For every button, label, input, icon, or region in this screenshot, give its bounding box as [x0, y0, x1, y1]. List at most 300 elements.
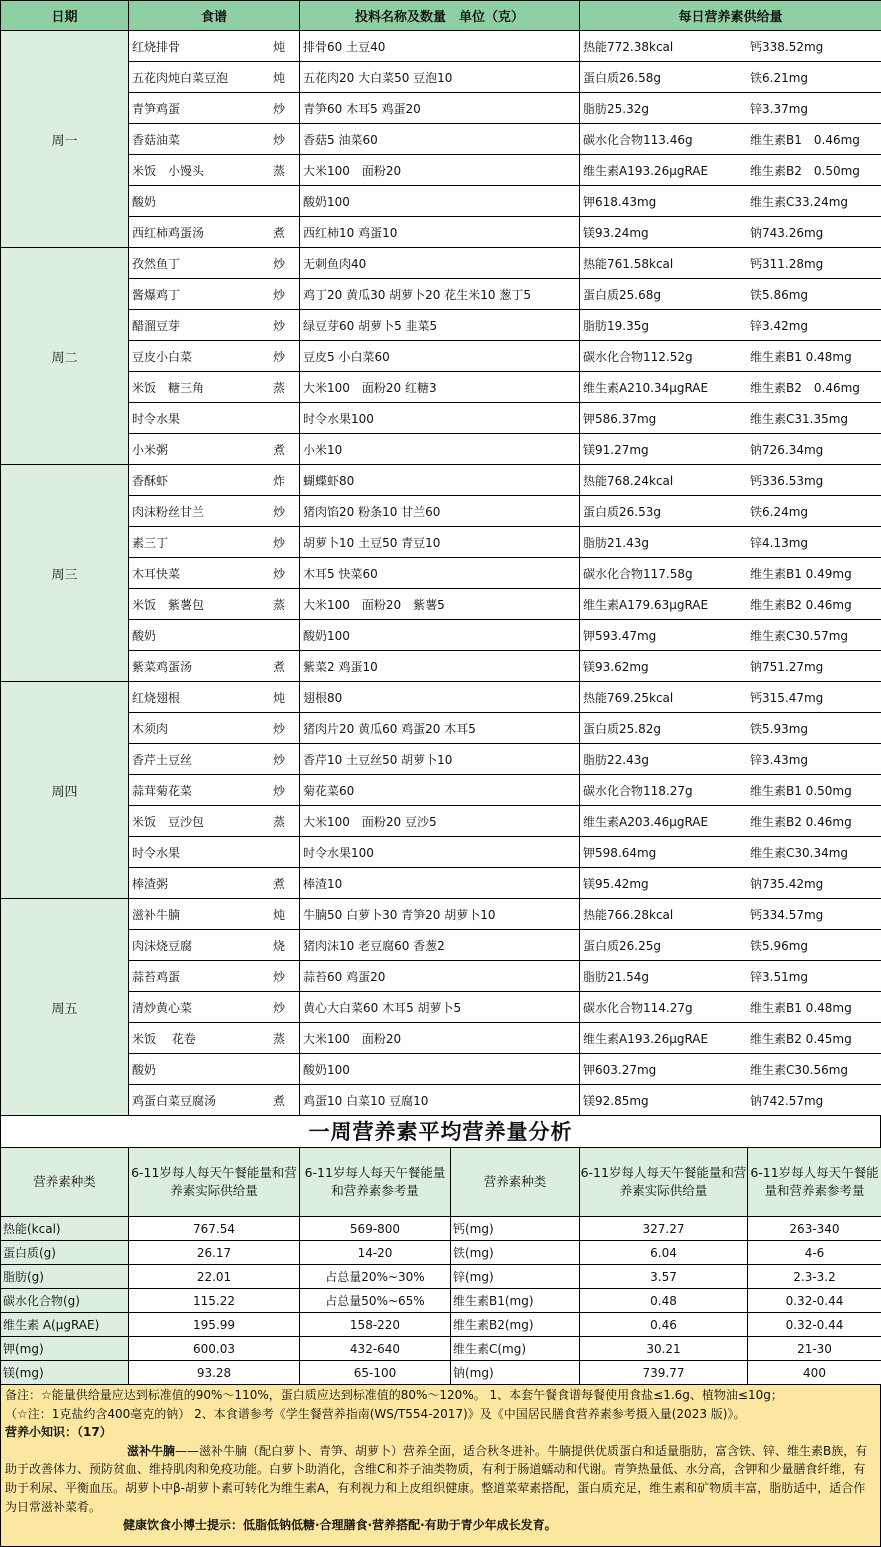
nutrition-cell	[580, 155, 881, 186]
menu-row	[1, 496, 881, 527]
analysis-header-type: 营养素种类	[1, 1148, 129, 1217]
dish-name: 木耳快菜	[132, 566, 181, 581]
cook-method: 蒸	[272, 163, 285, 178]
nutrient-right: 铁5.93mg	[750, 721, 809, 736]
nutrient-right: 维生素C30.57mg	[750, 628, 849, 643]
nutrient-right: 锌3.37mg	[750, 101, 809, 116]
cook-method: 煮	[272, 225, 285, 240]
nutrition-cell	[580, 527, 881, 558]
ingredients-cell: 猪肉沫10 老豆腐60 香葱2	[300, 930, 580, 961]
nutrition-cell	[580, 341, 881, 372]
dish-name: 五花肉炖白菜豆泡	[132, 70, 229, 85]
ingredients-cell: 黄心大白菜60 木耳5 胡萝卜5	[300, 992, 580, 1023]
knowledge-dish-name: 滋补牛腩	[127, 1443, 176, 1458]
ingredients-cell: 香芹10 土豆丝50 胡萝卜10	[300, 744, 580, 775]
ingredients-cell: 绿豆芽60 胡萝卜5 韭菜5	[300, 310, 580, 341]
menu-row	[1, 775, 881, 806]
notes-panel	[0, 1385, 881, 1547]
dish-name: 肉沫烧豆腐	[132, 938, 193, 953]
ingredients-cell: 青笋60 木耳5 鸡蛋20	[300, 93, 580, 124]
menu-row	[1, 93, 881, 124]
ingredients-cell: 翅根80	[300, 682, 580, 713]
actual-value: 195.99	[129, 1313, 300, 1337]
nutrient-left: 热能766.28kcal	[583, 907, 674, 922]
nutrition-cell	[580, 124, 881, 155]
dish-name: 米饭 豆沙包	[132, 814, 205, 829]
ingredients-cell: 大米100 面粉20 豆沙5	[300, 806, 580, 837]
nutrient-left: 脂肪22.43g	[583, 752, 649, 767]
nutrient-left: 热能772.38kcal	[583, 39, 674, 54]
dish-cell	[129, 496, 300, 527]
menu-row	[1, 217, 881, 248]
actual-value-2: 3.57	[580, 1265, 748, 1289]
actual-value: 767.54	[129, 1217, 300, 1241]
dish-cell	[129, 682, 300, 713]
menu-header-row	[1, 1, 881, 31]
ingredients-cell: 五花肉20 大白菜50 豆泡10	[300, 62, 580, 93]
header-ingredients: 投料名称及数量 单位（克）	[300, 1, 580, 31]
dish-name: 小米粥	[132, 442, 169, 457]
nutrition-cell	[580, 186, 881, 217]
dish-name: 红烧排骨	[132, 39, 181, 54]
ingredients-cell: 猪肉片20 黄瓜60 鸡蛋20 木耳5	[300, 713, 580, 744]
dish-name: 酸奶	[132, 628, 157, 643]
menu-row	[1, 744, 881, 775]
dish-cell	[129, 155, 300, 186]
menu-row	[1, 155, 881, 186]
actual-value-2: 0.46	[580, 1313, 748, 1337]
dish-name: 鸡蛋白菜豆腐汤	[132, 1093, 217, 1108]
nutrition-cell	[580, 62, 881, 93]
ingredients-cell: 菊花菜60	[300, 775, 580, 806]
reference-value: 65-100	[300, 1361, 451, 1385]
dish-cell	[129, 341, 300, 372]
ingredients-cell: 酸奶100	[300, 620, 580, 651]
nutrient-left: 钾598.64mg	[583, 845, 657, 860]
nutrient-right: 维生素B1 0.48mg	[750, 349, 852, 364]
nutrient-right: 铁5.86mg	[750, 287, 809, 302]
nutrient-name: 脂肪(g)	[1, 1265, 129, 1289]
dish-name: 木须肉	[132, 721, 169, 736]
menu-row	[1, 279, 881, 310]
nutrition-cell	[580, 837, 881, 868]
nutrient-left: 蛋白质25.68g	[583, 287, 661, 302]
dish-cell	[129, 651, 300, 682]
analysis-title: 一周营养素平均营养量分析	[0, 1116, 881, 1147]
ingredients-cell: 排骨60 土豆40	[300, 31, 580, 62]
cook-method: 煮	[272, 442, 285, 457]
nutrient-right: 维生素B1 0.49mg	[750, 566, 852, 581]
nutrient-left: 碳水化合物118.27g	[583, 783, 693, 798]
analysis-header-ref: 6-11岁每人每天午餐能量和营养素参考量	[300, 1148, 451, 1217]
dish-name: 红烧翅根	[132, 690, 181, 705]
nutrition-cell	[580, 248, 881, 279]
menu-row	[1, 31, 881, 62]
dish-cell	[129, 589, 300, 620]
ingredients-cell: 无刺鱼肉40	[300, 248, 580, 279]
dish-name: 蒜茸菊花菜	[132, 783, 193, 798]
menu-row	[1, 403, 881, 434]
nutrient-left: 碳水化合物113.46g	[583, 132, 693, 147]
nutrition-cell	[580, 868, 881, 899]
cook-method: 炖	[272, 690, 285, 705]
dish-cell	[129, 217, 300, 248]
nutrient-left: 钾586.37mg	[583, 411, 657, 426]
nutrient-left: 碳水化合物117.58g	[583, 566, 693, 581]
header-nutrition: 每日营养素供给量	[580, 1, 881, 31]
dish-cell	[129, 992, 300, 1023]
dish-cell	[129, 713, 300, 744]
cook-method: 炒	[272, 101, 285, 116]
dish-cell	[129, 1054, 300, 1085]
dish-name: 米饭 紫薯包	[132, 597, 205, 612]
cook-method: 煮	[272, 1093, 285, 1108]
nutrient-left: 钾603.27mg	[583, 1062, 657, 1077]
dish-name: 酸奶	[132, 194, 157, 209]
nutrient-name: 热能(kcal)	[1, 1217, 129, 1241]
menu-row	[1, 248, 881, 279]
ingredients-cell: 香菇5 油菜60	[300, 124, 580, 155]
nutrient-left: 维生素A193.26μgRAE	[583, 163, 709, 178]
dish-name: 清炒黄心菜	[132, 1000, 193, 1015]
cook-method: 炒	[272, 318, 285, 333]
nutrient-name: 维生素 A(μgRAE)	[1, 1313, 129, 1337]
nutrient-left: 镁93.62mg	[583, 659, 649, 674]
cook-method: 煮	[272, 876, 285, 891]
menu-row	[1, 558, 881, 589]
nutrient-name: 钾(mg)	[1, 1337, 129, 1361]
nutrition-cell	[580, 217, 881, 248]
nutrient-right: 钠726.34mg	[750, 442, 824, 457]
dish-cell	[129, 558, 300, 589]
analysis-row	[1, 1265, 881, 1289]
reference-value: 14-20	[300, 1241, 451, 1265]
nutrient-name: 镁(mg)	[1, 1361, 129, 1385]
cook-method: 蒸	[272, 597, 285, 612]
dish-name: 酸奶	[132, 1062, 157, 1077]
dish-name: 青笋鸡蛋	[132, 101, 181, 116]
cook-method: 炖	[272, 39, 285, 54]
reference-value-2: 21-30	[748, 1337, 881, 1361]
menu-row	[1, 527, 881, 558]
nutrient-left: 蛋白质26.58g	[583, 70, 661, 85]
menu-row	[1, 868, 881, 899]
nutrient-left: 镁93.24mg	[583, 225, 649, 240]
cook-method: 炒	[272, 783, 285, 798]
actual-value: 26.17	[129, 1241, 300, 1265]
dish-cell	[129, 1023, 300, 1054]
nutrient-left: 脂肪25.32g	[583, 101, 649, 116]
nutrient-right: 钙334.57mg	[750, 907, 824, 922]
day-label: 周二	[1, 248, 129, 465]
dish-name: 时令水果	[132, 845, 181, 860]
nutrition-cell	[580, 992, 881, 1023]
nutrition-cell	[580, 682, 881, 713]
menu-row	[1, 1023, 881, 1054]
nutrient-right: 钙315.47mg	[750, 690, 824, 705]
nutrient-left: 碳水化合物112.52g	[583, 349, 693, 364]
cook-method: 炸	[272, 473, 285, 488]
nutrition-cell	[580, 1085, 881, 1116]
dish-name: 香芹土豆丝	[132, 752, 193, 767]
ingredients-cell: 胡萝卜10 土豆50 青豆10	[300, 527, 580, 558]
menu-row	[1, 1085, 881, 1116]
menu-row	[1, 837, 881, 868]
nutrient-left: 蛋白质26.25g	[583, 938, 661, 953]
nutrition-cell	[580, 930, 881, 961]
cook-method: 炒	[272, 132, 285, 147]
nutrition-cell	[580, 496, 881, 527]
dish-cell	[129, 403, 300, 434]
dish-cell	[129, 372, 300, 403]
nutrient-left: 维生素A203.46μgRAE	[583, 814, 709, 829]
nutrient-right: 维生素C31.35mg	[750, 411, 849, 426]
nutrient-right: 维生素B1 0.46mg	[750, 132, 860, 147]
cook-method: 蒸	[272, 1031, 285, 1046]
dish-name: 棒渣粥	[132, 876, 169, 891]
nutrition-cell	[580, 434, 881, 465]
dish-cell	[129, 1085, 300, 1116]
actual-value: 600.03	[129, 1337, 300, 1361]
reference-value-2: 0.32-0.44	[748, 1313, 881, 1337]
note-line-2: （☆注：1克盐约含400毫克的钠） 2、本食谱参考《学生餐营养指南(WS/T554-2017)》及《中国居民膳食营养素参考摄入量(2023 版)》。	[5, 1406, 746, 1421]
note-line-1: 备注：☆能量供给量应达到标准值的90%～110%，蛋白质应达到标准值的80%～120%。 1、本套午餐食谱每餐使用食盐≤1.6g、植物油≤10g；	[5, 1388, 783, 1402]
cook-method: 炒	[272, 535, 285, 550]
nutrient-left: 蛋白质26.53g	[583, 504, 661, 519]
actual-value-2: 327.27	[580, 1217, 748, 1241]
dish-cell	[129, 186, 300, 217]
nutrition-cell	[580, 465, 881, 496]
dish-name: 滋补牛腩	[132, 907, 181, 922]
actual-value-2: 0.48	[580, 1289, 748, 1313]
dish-name: 紫菜鸡蛋汤	[132, 659, 193, 674]
nutrient-right: 锌3.42mg	[750, 318, 809, 333]
ingredients-cell: 酸奶100	[300, 1054, 580, 1085]
dish-cell	[129, 620, 300, 651]
nutrient-left: 钾618.43mg	[583, 194, 657, 209]
ingredients-cell: 酸奶100	[300, 186, 580, 217]
ingredients-cell: 棒渣10	[300, 868, 580, 899]
cook-method: 炒	[272, 504, 285, 519]
menu-row	[1, 806, 881, 837]
reference-value: 占总量50%~65%	[300, 1289, 451, 1313]
actual-value: 93.28	[129, 1361, 300, 1385]
analysis-row	[1, 1289, 881, 1313]
reference-value-2: 400	[748, 1361, 881, 1385]
nutrient-left: 维生素A193.26μgRAE	[583, 1031, 709, 1046]
dish-cell	[129, 124, 300, 155]
dish-name: 孜然鱼丁	[132, 256, 181, 271]
dish-name: 米饭 糖三角	[132, 380, 205, 395]
cook-method: 炒	[272, 1000, 285, 1015]
nutrition-cell	[580, 806, 881, 837]
menu-row	[1, 124, 881, 155]
dish-name: 素三丁	[132, 535, 169, 550]
dish-name: 醋溜豆芽	[132, 318, 181, 333]
cook-method: 炒	[272, 287, 285, 302]
header-date: 日期	[1, 1, 129, 31]
nutrient-right: 维生素B2 0.50mg	[750, 163, 860, 178]
nutrient-right: 锌4.13mg	[750, 535, 809, 550]
menu-row	[1, 1054, 881, 1085]
actual-value: 115.22	[129, 1289, 300, 1313]
cook-method: 炒	[272, 566, 285, 581]
dish-name: 肉沫粉丝甘兰	[132, 504, 205, 519]
nutrient-right: 钙336.53mg	[750, 473, 824, 488]
ingredients-cell: 时令水果100	[300, 403, 580, 434]
cook-method: 炒	[272, 752, 285, 767]
cook-method: 蒸	[272, 814, 285, 829]
dish-name: 酱爆鸡丁	[132, 287, 181, 302]
dish-name: 米饭 小馒头	[132, 163, 205, 178]
analysis-row	[1, 1313, 881, 1337]
nutrient-right: 维生素B2 0.46mg	[750, 597, 852, 612]
cook-method: 炒	[272, 969, 285, 984]
nutrient-right: 维生素C33.24mg	[750, 194, 849, 209]
cook-method: 炖	[272, 907, 285, 922]
dish-cell	[129, 527, 300, 558]
nutrient-name-2: 钠(mg)	[451, 1361, 580, 1385]
analysis-header-actual: 6-11岁每人每天午餐能量和营养素实际供给量	[129, 1148, 300, 1217]
ingredients-cell: 豆皮5 小白菜60	[300, 341, 580, 372]
cook-method: 炒	[272, 721, 285, 736]
nutrient-right: 维生素B1 0.50mg	[750, 783, 852, 798]
reference-value: 占总量20%~30%	[300, 1265, 451, 1289]
nutrient-right: 铁6.24mg	[750, 504, 809, 519]
nutrition-cell	[580, 589, 881, 620]
dish-name: 豆皮小白菜	[132, 349, 193, 364]
nutrition-cell	[580, 620, 881, 651]
nutrient-left: 脂肪19.35g	[583, 318, 649, 333]
nutrient-right: 锌3.51mg	[750, 969, 809, 984]
dish-cell	[129, 279, 300, 310]
nutrition-cell	[580, 775, 881, 806]
nutrient-name-2: 维生素C(mg)	[451, 1337, 580, 1361]
menu-row	[1, 589, 881, 620]
nutrient-name-2: 铁(mg)	[451, 1241, 580, 1265]
dish-cell	[129, 31, 300, 62]
ingredients-cell: 木耳5 快菜60	[300, 558, 580, 589]
dish-name: 西红柿鸡蛋汤	[132, 225, 205, 240]
day-label: 周四	[1, 682, 129, 899]
nutrient-right: 钙311.28mg	[750, 256, 824, 271]
knowledge-title: 营养小知识：（17）	[5, 1425, 112, 1440]
knowledge-paragraph	[5, 1442, 876, 1516]
actual-value-2: 6.04	[580, 1241, 748, 1265]
analysis-row	[1, 1217, 881, 1241]
cook-method: 炒	[272, 256, 285, 271]
menu-row	[1, 372, 881, 403]
day-label: 周五	[1, 899, 129, 1116]
nutrient-right: 维生素C30.56mg	[750, 1062, 849, 1077]
cook-method: 烧	[272, 938, 285, 953]
nutrient-left: 蛋白质25.82g	[583, 721, 661, 736]
nutrient-right: 锌3.43mg	[750, 752, 809, 767]
menu-row	[1, 62, 881, 93]
ingredients-cell: 大米100 面粉20	[300, 155, 580, 186]
analysis-header-actual-2: 6-11岁每人每天午餐能量和营养素实际供给量	[580, 1148, 748, 1217]
nutrient-left: 镁95.42mg	[583, 876, 649, 891]
nutrition-cell	[580, 279, 881, 310]
menu-row	[1, 465, 881, 496]
nutrient-left: 热能761.58kcal	[583, 256, 674, 271]
reference-value: 569-800	[300, 1217, 451, 1241]
nutrient-right: 维生素B2 0.46mg	[750, 814, 852, 829]
nutrition-cell	[580, 93, 881, 124]
nutrient-left: 脂肪21.54g	[583, 969, 649, 984]
menu-row	[1, 186, 881, 217]
menu-row	[1, 930, 881, 961]
analysis-row	[1, 1337, 881, 1361]
cook-method: 蒸	[272, 380, 285, 395]
actual-value: 22.01	[129, 1265, 300, 1289]
nutrient-left: 钾593.47mg	[583, 628, 657, 643]
cook-method: 煮	[272, 659, 285, 674]
nutrition-analysis-table	[0, 1147, 881, 1385]
dish-cell	[129, 248, 300, 279]
nutrient-right: 铁6.21mg	[750, 70, 809, 85]
ingredients-cell: 蝴蝶虾80	[300, 465, 580, 496]
nutrient-left: 维生素A210.34μgRAE	[583, 380, 709, 395]
cook-method: 炒	[272, 349, 285, 364]
nutrition-cell	[580, 1054, 881, 1085]
nutrition-cell	[580, 31, 881, 62]
analysis-header-type-2: 营养素种类	[451, 1148, 580, 1217]
dish-cell	[129, 899, 300, 930]
dish-cell	[129, 93, 300, 124]
nutrition-cell	[580, 713, 881, 744]
ingredients-cell: 猪肉馅20 粉条10 甘兰60	[300, 496, 580, 527]
ingredients-cell: 小米10	[300, 434, 580, 465]
dish-cell	[129, 310, 300, 341]
day-label: 周一	[1, 31, 129, 248]
nutrient-right: 维生素B2 0.46mg	[750, 380, 860, 395]
menu-row	[1, 992, 881, 1023]
menu-row	[1, 961, 881, 992]
reference-value: 432-640	[300, 1337, 451, 1361]
dish-cell	[129, 930, 300, 961]
dish-name: 香酥虾	[132, 473, 169, 488]
menu-row	[1, 682, 881, 713]
cook-method: 炖	[272, 70, 285, 85]
ingredients-cell: 蒜苔60 鸡蛋20	[300, 961, 580, 992]
ingredients-cell: 时令水果100	[300, 837, 580, 868]
nutrient-left: 热能768.24kcal	[583, 473, 674, 488]
menu-row	[1, 651, 881, 682]
ingredients-cell: 牛腩50 白萝卜30 青笋20 胡萝卜10	[300, 899, 580, 930]
nutrition-cell	[580, 558, 881, 589]
nutrient-left: 镁92.85mg	[583, 1093, 649, 1108]
nutrient-right: 钠751.27mg	[750, 659, 824, 674]
ingredients-cell: 鸡蛋10 白菜10 豆腐10	[300, 1085, 580, 1116]
nutrient-left: 脂肪21.43g	[583, 535, 649, 550]
nutrient-right: 维生素C30.34mg	[750, 845, 849, 860]
dish-name: 香菇油菜	[132, 132, 181, 147]
nutrient-right: 钠742.57mg	[750, 1093, 824, 1108]
nutrient-right: 钠735.42mg	[750, 876, 824, 891]
dish-cell	[129, 868, 300, 899]
nutrient-name: 蛋白质(g)	[1, 1241, 129, 1265]
nutrient-right: 维生素B2 0.45mg	[750, 1031, 852, 1046]
dish-name: 蒜苔鸡蛋	[132, 969, 181, 984]
analysis-header-row	[1, 1148, 881, 1217]
dish-name: 时令水果	[132, 411, 181, 426]
dish-cell	[129, 465, 300, 496]
reference-value-2: 2.3-3.2	[748, 1265, 881, 1289]
reference-value-2: 4-6	[748, 1241, 881, 1265]
menu-row	[1, 341, 881, 372]
menu-row	[1, 620, 881, 651]
